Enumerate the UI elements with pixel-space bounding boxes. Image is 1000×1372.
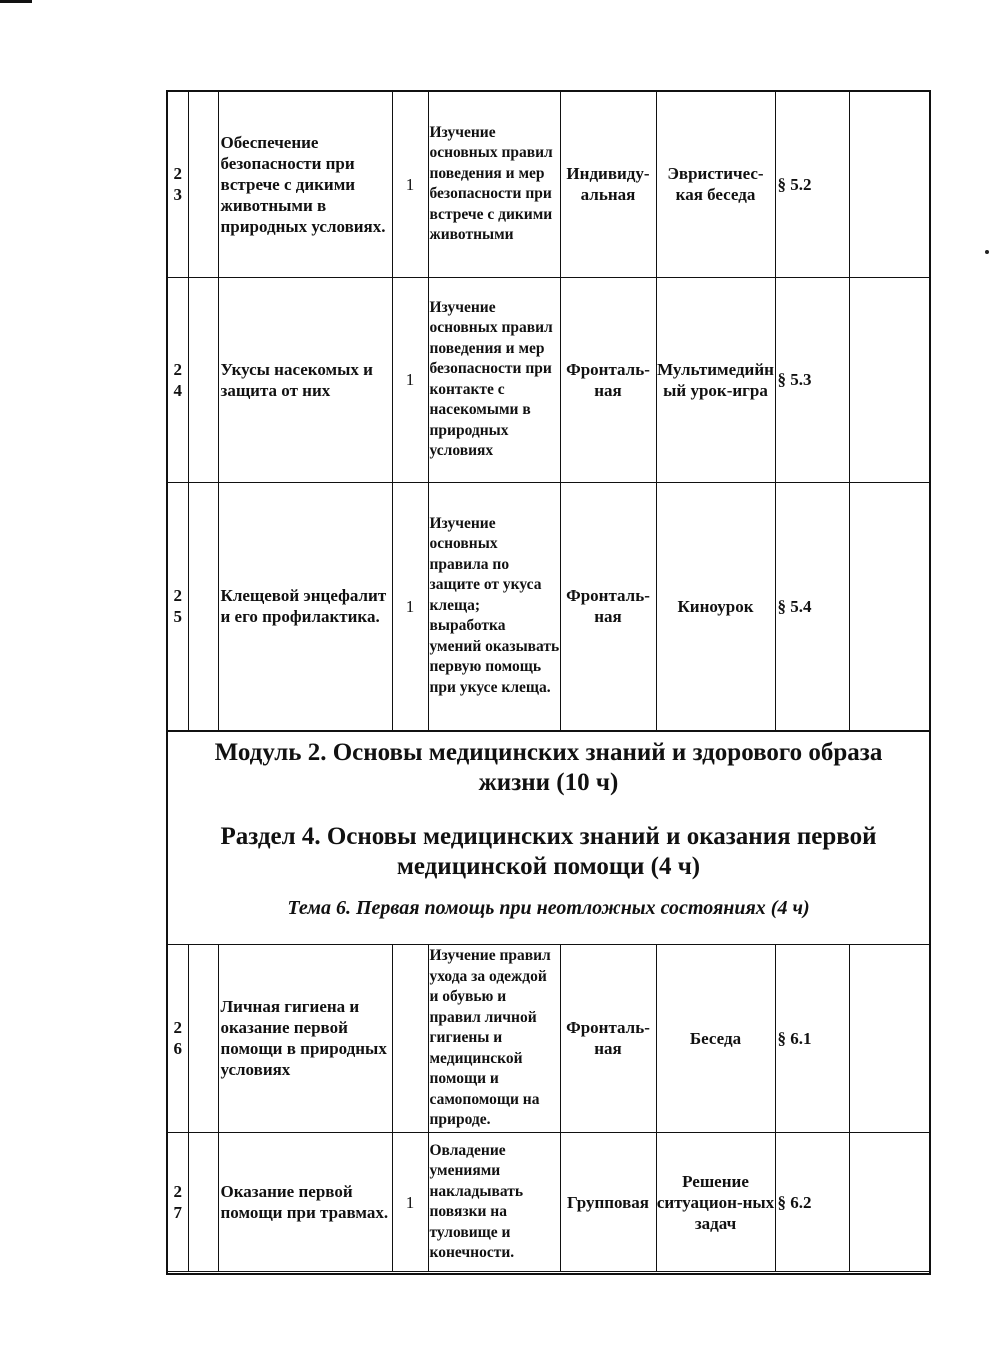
section-header [168,731,929,945]
lesson-topic: Оказание первой помощи при травмах. [218,1133,392,1272]
lesson-content: Изучение правил ухода за одеждой и обувью и правил личной гигиены и медицинской помощи и самопомощи на природе. [428,945,560,1133]
lesson-paragraph: § 5.2 [775,92,849,277]
lesson-number: 2 3 [168,92,188,277]
lesson-topic: Обеспечение безопасности при встрече с дикими животными в природных условиях. [218,92,392,277]
lesson-number: 2 5 [168,482,188,730]
lesson-paragraph: § 6.1 [775,945,849,1133]
lesson-note [849,277,931,482]
scan-dot [985,250,989,254]
module-title-line1: Модуль 2. Основы медицинских знаний и здорового образа [214,738,883,766]
lesson-plan-table [166,90,931,1275]
lesson-content: Изучение основных правила по защите от укуса клеща; выработка умений оказывать первую помощь при укусе клеща. [428,482,560,730]
lesson-number: 2 4 [168,277,188,482]
lesson-form: Фронталь-ная [560,277,656,482]
module-title-line2: жизни (10 ч) [478,768,619,796]
part-title-line2: медицинской помощи (4 ч) [396,852,701,880]
table-bottom [168,945,931,1273]
lesson-note [849,92,931,277]
lesson-form: Групповая [560,1133,656,1272]
lesson-paragraph: § 5.4 [775,482,849,730]
lesson-form: Фронталь-ная [560,945,656,1133]
lesson-paragraph: § 5.3 [775,277,849,482]
part-title-line1: Раздел 4. Основы медицинских знаний и оказания первой [220,822,877,850]
empty-cell [188,1133,218,1272]
table-top [168,92,931,731]
table-row [168,92,931,277]
lesson-topic: Клещевой энцефалит и его профилактика. [218,482,392,730]
table-row [168,945,931,1133]
empty-cell [188,482,218,730]
lesson-content: Изучение основных правил поведения и мер безопасности при контакте с насекомыми в природных условиях [428,277,560,482]
lesson-type: Эвристичес-кая беседа [656,92,775,277]
lesson-hours: 1 [392,482,428,730]
lesson-type: Решение ситуацион-ных задач [656,1133,775,1272]
lesson-type: Мультимедийн ый урок-игра [656,277,775,482]
lesson-paragraph: § 6.2 [775,1133,849,1272]
lesson-note [849,1133,931,1272]
lesson-topic: Укусы насекомых и защита от них [218,277,392,482]
lesson-number: 2 7 [168,1133,188,1272]
lesson-hours: 1 [392,92,428,277]
lesson-hours: 1 [392,277,428,482]
table-row [168,1133,931,1272]
lesson-note [849,482,931,730]
lesson-hours [392,945,428,1133]
scan-corner-mark [0,0,32,3]
lesson-form: Индивиду-альная [560,92,656,277]
table-row [168,277,931,482]
lesson-content: Овладение умениями накладывать повязки на туловище и конечности. [428,1133,560,1272]
theme-title: Тема 6. Первая помощь при неотложных состояниях (4 ч) [287,896,810,919]
lesson-form: Фронталь-ная [560,482,656,730]
lesson-hours: 1 [392,1133,428,1272]
lesson-note [849,945,931,1133]
lesson-topic: Личная гигиена и оказание первой помощи в природных условиях [218,945,392,1133]
empty-cell [188,92,218,277]
lesson-number: 2 6 [168,945,188,1133]
lesson-type: Беседа [656,945,775,1133]
empty-cell [188,277,218,482]
table-row [168,482,931,730]
empty-cell [188,945,218,1133]
lesson-content: Изучение основных правил поведения и мер безопасности при встрече с дикими животными [428,92,560,277]
lesson-type: Киноурок [656,482,775,730]
